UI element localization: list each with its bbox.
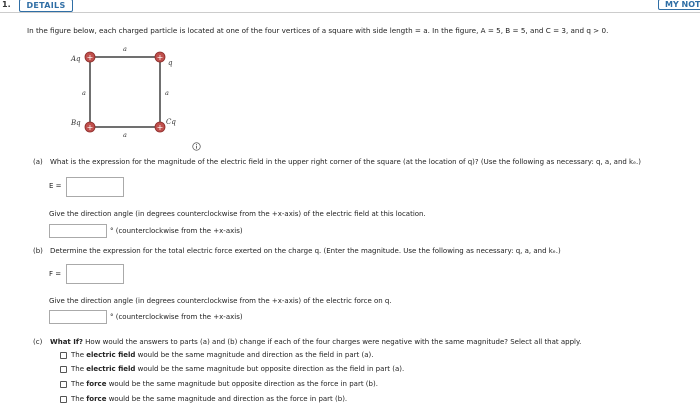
side-label-bottom: a (123, 131, 127, 139)
side-label-top: a (123, 45, 127, 53)
question-number: 1. (2, 0, 11, 9)
force-angle-input[interactable] (49, 310, 107, 324)
what-if-heading: What If? (50, 338, 83, 346)
force-input[interactable] (66, 264, 124, 284)
charge-bottom-left (85, 122, 95, 132)
part-b-direction-prompt: Give the direction angle (in degrees counterclockwise from the +x-axis) of the electric force on q. (49, 297, 392, 305)
option-4-checkbox[interactable] (60, 396, 67, 403)
part-b-question: Determine the expression for the total electric force exerted on the charge q. (Enter the magnitude. Use the following as necessary: q, a, and kₑ.) (50, 247, 561, 255)
details-button[interactable]: DETAILS (19, 0, 73, 12)
part-c-question-text: How would the answers to parts (a) and (b) change if each of the four charges were negative with the same magnitude? Select all that apply. (85, 338, 582, 346)
option-1-label: The electric field would be the same magnitude and direction as the field in part (a). (71, 351, 374, 359)
side-label-right: a (165, 89, 169, 97)
square-diagram (60, 44, 185, 142)
my-notes-button[interactable]: MY NOT (658, 0, 700, 10)
charge-top-left (85, 52, 95, 62)
label-bottom-left: Bq (71, 119, 81, 127)
part-c-label: (c) (33, 338, 43, 346)
e-field-label: E = (49, 182, 62, 190)
svg-text:+: + (156, 123, 164, 132)
square-outline (90, 57, 160, 127)
svg-text:+: + (86, 53, 94, 62)
option-3-checkbox[interactable] (60, 381, 67, 388)
part-a-question: What is the expression for the magnitude of the electric field in the upper right corner of the square (at the location of q)? (Use the following as necessary: q, a, and kₑ.) (50, 158, 641, 166)
question-header (0, 0, 700, 12)
option-3-label: The force would be the same magnitude but opposite direction as the force in part (b). (71, 380, 378, 388)
charge-bottom-right (155, 122, 165, 132)
option-4-label: The force would be the same magnitude and direction as the force in part (b). (71, 395, 348, 403)
part-c-question (50, 338, 581, 346)
label-top-left: Aq (71, 55, 81, 63)
e-field-input[interactable] (66, 177, 124, 197)
header-divider (0, 12, 700, 13)
option-2-checkbox[interactable] (60, 366, 67, 373)
label-bottom-right: Cq (166, 118, 176, 126)
part-a-direction-prompt: Give the direction angle (in degrees counterclockwise from the +x-axis) of the electric field at this location. (49, 210, 426, 218)
charge-top-right (155, 52, 165, 62)
side-label-left: a (82, 89, 86, 97)
option-2-label: The electric field would be the same magnitude but opposite direction as the field in part (a). (71, 365, 405, 373)
part-a-label: (a) (33, 158, 43, 166)
info-icon[interactable] (192, 142, 201, 151)
part-b-label: (b) (33, 247, 43, 255)
e-field-angle-input[interactable] (49, 224, 107, 238)
force-label: F = (49, 270, 62, 278)
label-top-right: q (168, 59, 173, 67)
part-b-angle-unit: ° (counterclockwise from the +x-axis) (110, 313, 243, 321)
svg-text:+: + (86, 123, 94, 132)
problem-statement: In the figure below, each charged particle is located at one of the four vertices of a square with side length = a. In the figure, A = 5, B = 5, and C = 3, and q > 0. (27, 26, 609, 35)
part-a-angle-unit: ° (counterclockwise from the +x-axis) (110, 227, 243, 235)
option-1-checkbox[interactable] (60, 352, 67, 359)
svg-text:+: + (156, 53, 164, 62)
square-charge-figure (60, 44, 185, 142)
